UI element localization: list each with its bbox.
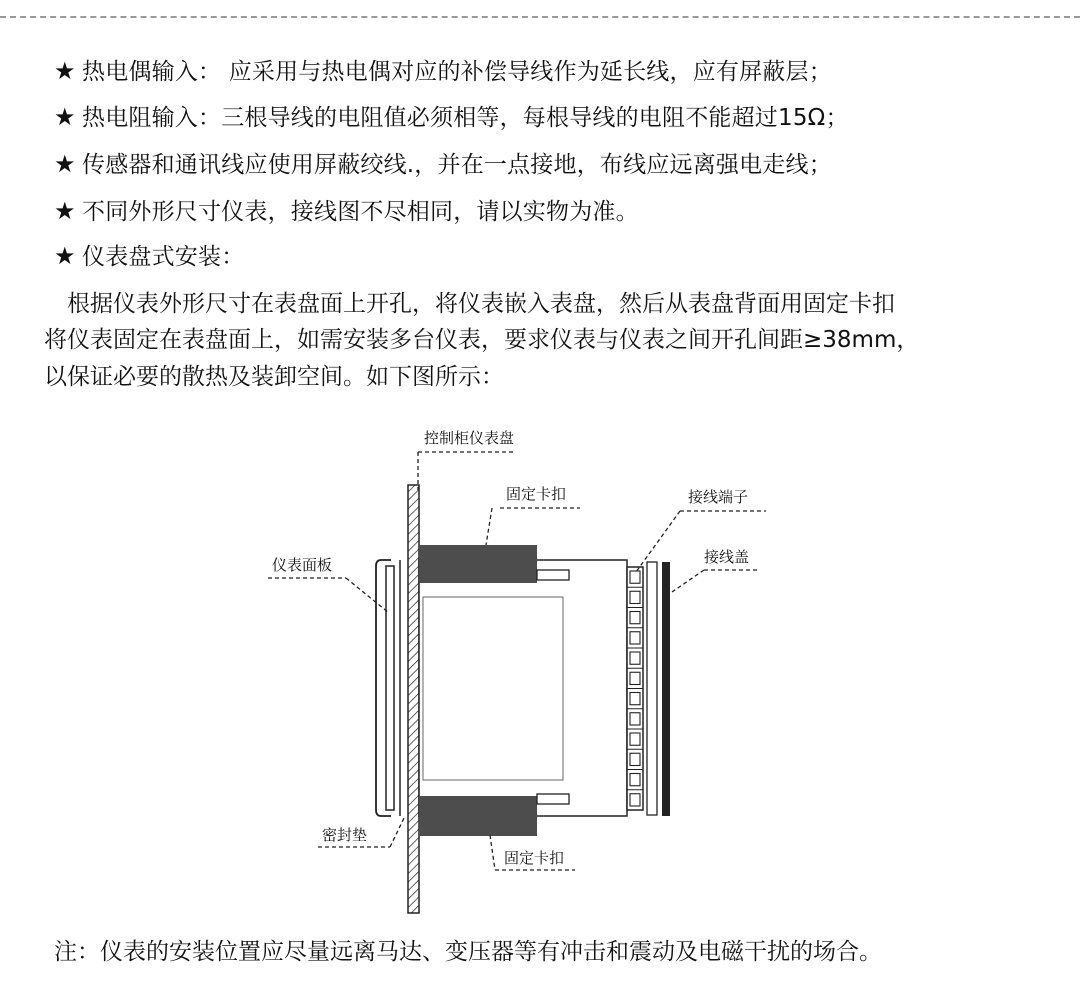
label-terminal: 接线端子 (688, 488, 749, 506)
star-icon: ★ (54, 57, 76, 85)
leader-clip-bottom (490, 835, 495, 870)
clip-bottom-tab (537, 794, 569, 804)
terminal-slot (630, 591, 640, 603)
star-icon: ★ (54, 197, 76, 225)
terminal-slot (630, 693, 640, 705)
terminal-slot (630, 774, 640, 786)
star-icon: ★ (54, 242, 76, 270)
bullet-text: 热电偶输入： 应采用与热电偶对应的补偿导线作为延长线，应有屏蔽层； (82, 59, 832, 85)
terminal-slot (630, 612, 640, 624)
clip-top-tab (537, 570, 569, 580)
terminal-slot (630, 632, 640, 644)
label-cabinet-panel: 控制柜仪表盘 (424, 429, 515, 447)
terminal-slot (630, 733, 640, 745)
front-panel-inner (386, 566, 394, 810)
label-gasket: 密封垫 (322, 826, 368, 844)
cabinet-panel (408, 485, 419, 913)
front-panel-bezel (376, 560, 391, 816)
label-front-panel: 仪表面板 (272, 556, 333, 574)
terminal-rail (647, 562, 657, 815)
clip-top (419, 545, 537, 583)
terminal-slot (630, 672, 640, 684)
terminal-slot (630, 713, 640, 725)
installation-note: 注：仪表的安装位置应尽量远离马达、变压器等有冲击和震动及电磁干扰的场合。 (54, 939, 882, 965)
terminal-cover (662, 562, 670, 816)
bullet-text: 热电阻输入：三根导线的电阻值必须相等，每根导线的电阻不能超过15Ω； (82, 105, 849, 131)
leader-front-panel (346, 578, 389, 613)
leader-cover (672, 570, 704, 592)
terminal-slot (630, 571, 640, 583)
clip-bottom (419, 796, 537, 836)
label-clip-top: 固定卡扣 (506, 485, 567, 503)
terminal-block (627, 567, 643, 810)
bullet-text: 仪表盘式安装： (82, 244, 245, 270)
terminal-slot (630, 652, 640, 664)
install-paragraph-line-3: 以保证必要的散热及装卸空间。如下图所示： (44, 364, 504, 390)
star-icon: ★ (54, 150, 76, 178)
install-paragraph-line-1: 根据仪表外形尺寸在表盘面上开孔，将仪表嵌入表盘，然后从表盘背面用固定卡扣 (44, 291, 895, 317)
meter-body (419, 560, 627, 816)
terminal-slot (630, 753, 640, 765)
terminal-slot (630, 794, 640, 806)
leader-gasket (390, 818, 404, 847)
leader-clip-top (486, 508, 492, 545)
label-terminal-cover: 接线盖 (704, 548, 750, 566)
star-icon: ★ (54, 103, 76, 131)
install-paragraph-line-2: 将仪表固定在表盘面上，如需安装多台仪表，要求仪表与仪表之间开孔间距≥38mm， (44, 327, 920, 353)
label-clip-bottom: 固定卡扣 (504, 849, 565, 867)
bullet-text: 不同外形尺寸仪表，接线图不尽相同，请以实物为准。 (82, 199, 639, 225)
bullet-text: 传感器和通讯线应使用屏蔽绞线.，并在一点接地，布线应远离强电走线； (82, 152, 832, 178)
leader-terminal (636, 511, 680, 572)
